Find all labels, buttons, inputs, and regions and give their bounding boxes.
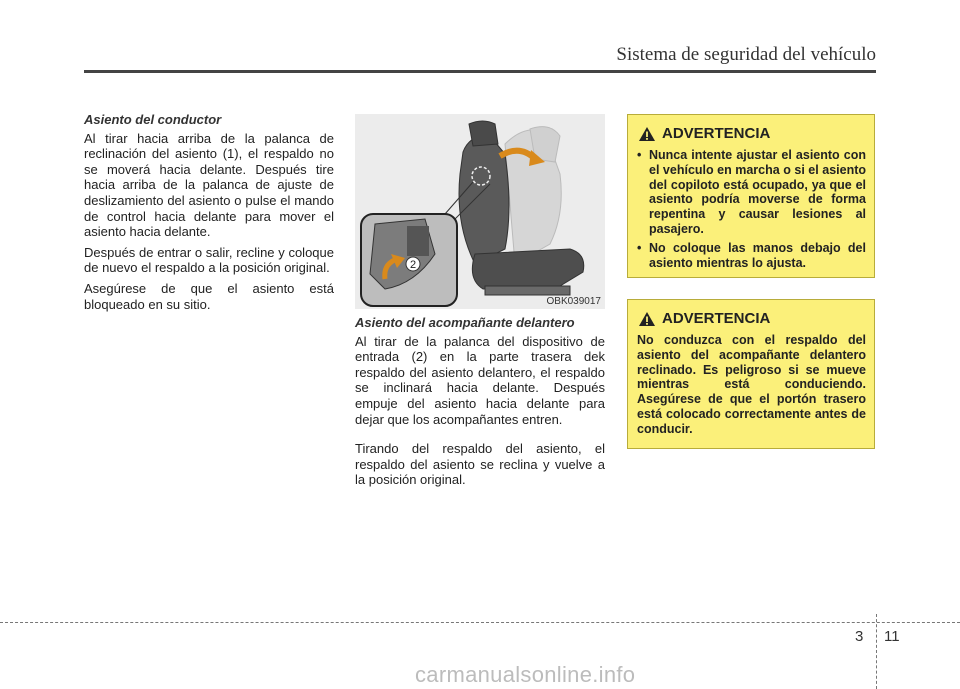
header-divider xyxy=(84,70,876,73)
warning-2-text: No conduzca con el respaldo del asiento del acompañante delantero reclinado. Es peligroso si se mueve mientras está conduciendo. Asegúrese de que el portón trasero está colocado correctamente antes de conducir. xyxy=(637,333,866,436)
warning-box-1 xyxy=(627,114,875,278)
driver-seat-paragraph-2: Después de entrar o salir, recline y coloque de nuevo el respaldo a la posición original. xyxy=(84,244,334,276)
page-header-title: Sistema de seguridad del vehículo xyxy=(616,44,876,65)
page-number-separator xyxy=(876,614,877,689)
footer-divider xyxy=(0,622,960,623)
warning-triangle-icon xyxy=(638,311,656,327)
warning-1-item-1: • Nunca intente ajustar el asiento con el vehículo en marcha o si el asiento del copiloto está ocupado, ya que el asiento podría moverse de forma repentina y causar lesiones al pasajero. xyxy=(637,148,866,237)
seat-drawing xyxy=(355,114,605,309)
passenger-seat-section xyxy=(355,315,605,493)
chapter-number: 3 xyxy=(855,628,864,645)
warning-1-item-2: • No coloque las manos debajo del asiento mientras lo ajusta. xyxy=(637,241,866,271)
seat-illustration xyxy=(355,114,605,309)
driver-seat-paragraph-3: Asegúrese de que el asiento está bloqueado en su sitio. xyxy=(84,280,334,312)
figure-code: OBK039017 xyxy=(546,296,601,307)
warning-box-2 xyxy=(627,299,875,449)
watermark: carmanualsonline.info xyxy=(415,662,636,687)
driver-seat-heading: Asiento del conductor xyxy=(84,112,222,127)
driver-seat-paragraph-1: Al tirar hacia arriba de la palanca de reclinación del asiento (1), el respaldo no se moverá hacia delante. Después tire hacia arriba de la palanca de ajuste de deslizamiento del asiento o pulse el mando de control hacia delante para mover el asiento hacia delante. xyxy=(84,130,334,240)
driver-seat-section xyxy=(84,112,334,317)
warning-1-title: ADVERTENCIA xyxy=(662,125,771,142)
passenger-seat-paragraph-1: Al tirar de la palanca del dispositivo de entrada (2) en la parte trasera dek respaldo del asiento delantero, el respaldo se inclinará hacia delante. Después empuje del asiento hacia delante para dejar que los acompañantes entren. xyxy=(355,333,605,427)
warning-2-title: ADVERTENCIA xyxy=(662,310,771,327)
figure-callout-number: 2 xyxy=(409,259,417,271)
page-number: 11 xyxy=(884,628,900,645)
passenger-seat-paragraph-2: Tirando del respaldo del asiento, el respaldo del asiento se reclina y vuelve a la posición original. xyxy=(355,441,605,488)
warning-triangle-icon xyxy=(638,126,656,142)
passenger-seat-heading: Asiento del acompañante delantero xyxy=(355,315,575,330)
